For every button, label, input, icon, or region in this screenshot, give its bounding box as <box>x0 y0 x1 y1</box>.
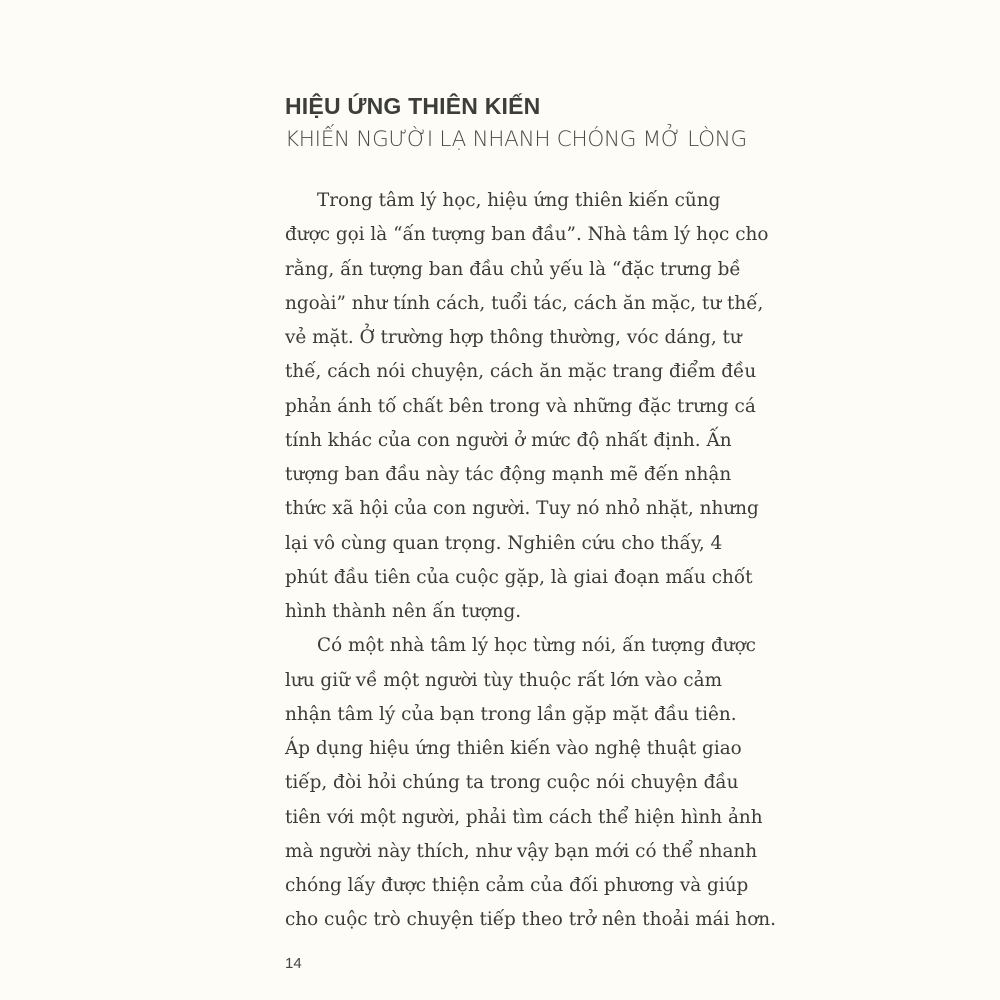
text-line: lại vô cùng quan trọng. Nghiên cứu cho thấy, 4 <box>285 532 723 554</box>
text-line: rằng, ấn tượng ban đầu chủ yếu là “đặc trưng bề <box>285 258 741 280</box>
body-text <box>285 184 776 938</box>
text-line: tiên với một người, phải tìm cách thể hiện hình ảnh <box>285 806 763 828</box>
text-line: thức xã hội của con người. Tuy nó nhỏ nhặt, nhưng <box>285 498 759 520</box>
chapter-subtitle: KHIẾN NGƯỜI LẠ NHANH CHÓNG MỞ LÒNG <box>285 127 747 152</box>
paragraph <box>285 184 769 629</box>
text-line: cho cuộc trò chuyện tiếp theo trở nên thoải mái hơn. <box>285 909 776 931</box>
text-line: chóng lấy được thiện cảm của đối phương và giúp <box>285 875 749 896</box>
text-line: tượng ban đầu này tác động mạnh mẽ đến nhận <box>285 464 732 485</box>
text-line: thế, cách nói chuyện, cách ăn mặc trang điểm đều <box>285 361 757 383</box>
text-line: được gọi là “ấn tượng ban đầu”. Nhà tâm lý học cho <box>285 224 769 246</box>
text-line: hình thành nên ấn tượng. <box>285 601 522 622</box>
chapter-title: HIỆU ỨNG THIÊN KIẾN <box>285 93 541 119</box>
text-line: nhận tâm lý của bạn trong lần gặp mặt đầu tiên. <box>285 703 737 725</box>
text-line: Trong tâm lý học, hiệu ứng thiên kiến cũng <box>317 190 721 211</box>
text-line: ngoài” như tính cách, tuổi tác, cách ăn mặc, tư thế, <box>285 292 764 314</box>
text-line: mà người này thích, như vậy bạn mới có thể nhanh <box>285 840 758 862</box>
text-line: tính khác của con người ở mức độ nhất định. Ấn <box>285 429 732 451</box>
text-line: phút đầu tiên của cuộc gặp, là giai đoạn mấu chốt <box>285 566 753 588</box>
text-line: vẻ mặt. Ở trường hợp thông thường, vóc dáng, tư <box>285 327 742 348</box>
page-number: 14 <box>285 955 302 972</box>
text-line: Có một nhà tâm lý học từng nói, ấn tượng được <box>317 635 756 657</box>
text-line: phản ánh tố chất bên trong và những đặc trưng cá <box>285 395 756 417</box>
text-line: lưu giữ về một người tùy thuộc rất lớn vào cảm <box>285 669 723 691</box>
paragraph <box>285 629 776 937</box>
text-line: tiếp, đòi hỏi chúng ta trong cuộc nói chuyện đầu <box>285 772 739 794</box>
text-line: Áp dụng hiệu ứng thiên kiến vào nghệ thuật giao <box>285 738 742 759</box>
